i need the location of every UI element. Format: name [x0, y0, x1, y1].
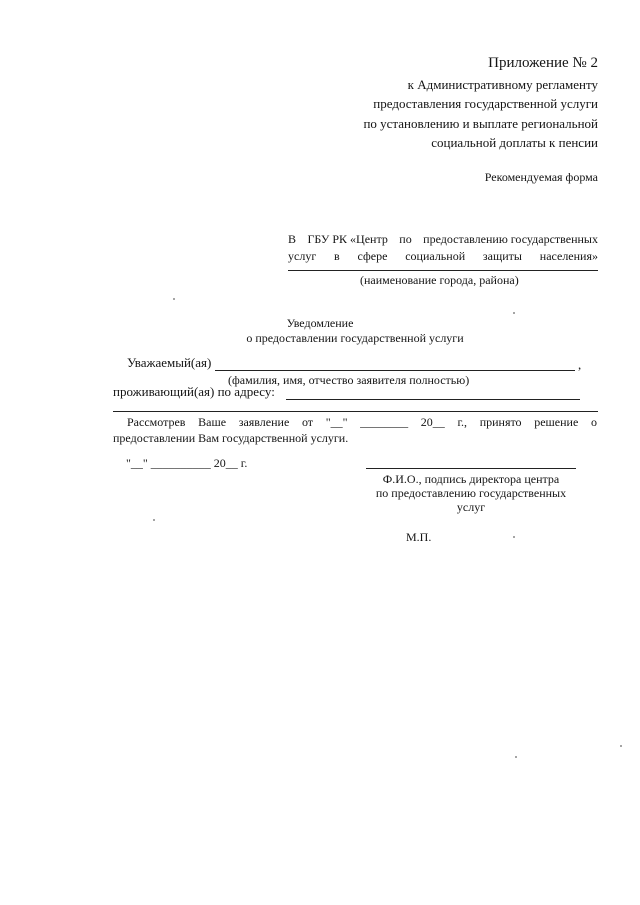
- decision-word: ________: [360, 415, 409, 429]
- appendix-line-2: к Административному регламенту: [407, 77, 598, 92]
- scan-speck: [513, 312, 515, 314]
- addressee-underline: [288, 270, 598, 271]
- signature-line: [366, 468, 576, 469]
- signature-caption-3: услуг: [456, 500, 486, 514]
- address-label: проживающий(ая) по адресу:: [113, 384, 275, 399]
- address-line-2: [113, 411, 598, 412]
- stamp-placeholder: М.П.: [406, 530, 432, 544]
- decision-word: Рассмотрев: [127, 415, 186, 429]
- form-type-label: Рекомендуемая форма: [484, 170, 598, 184]
- addressee-caption: (наименование города, района): [360, 273, 519, 287]
- decision-line-1: [127, 415, 597, 430]
- name-caption: (фамилия, имя, отчество заявителя полностью): [228, 373, 470, 387]
- signature-date: "__" __________ 20__ г.: [126, 456, 248, 470]
- scan-speck: [153, 519, 155, 521]
- dear-label: Уважаемый(ая): [127, 355, 212, 370]
- decision-word: решение: [534, 415, 579, 429]
- decision-word: от: [301, 415, 314, 429]
- scan-speck: [515, 756, 517, 758]
- decision-line-2: предоставлении Вам государственной услуги.: [113, 431, 349, 445]
- scan-speck: [513, 536, 515, 538]
- addressee-line-2: [288, 249, 598, 264]
- addressee-word: В: [288, 232, 297, 246]
- addressee-word: услуг: [288, 249, 317, 263]
- decision-word: "__": [325, 415, 348, 429]
- decision-word: принято: [479, 415, 522, 429]
- scan-speck: [173, 298, 175, 300]
- addressee-word: сфере: [357, 249, 388, 263]
- dear-comma: ,: [578, 357, 582, 372]
- notice-subtitle: о предоставлении государственной услуги: [246, 331, 464, 345]
- addressee-word: по: [399, 232, 412, 246]
- notice-title: Уведомление: [286, 316, 354, 330]
- decision-word: о: [590, 415, 597, 429]
- addressee-word: в: [334, 249, 340, 263]
- decision-word: 20__: [420, 415, 445, 429]
- signature-caption-2: по предоставлению государственных: [375, 486, 567, 500]
- addressee-word: защиты: [482, 249, 522, 263]
- decision-word: Ваше: [198, 415, 227, 429]
- scan-speck: [620, 745, 622, 747]
- addressee-word: социальной: [405, 249, 466, 263]
- decision-word: г.,: [457, 415, 468, 429]
- appendix-line-4: по установлению и выплате региональной: [363, 116, 598, 131]
- addressee-word: населения»: [539, 249, 598, 263]
- appendix-line-5: социальной доплаты к пенсии: [431, 135, 598, 150]
- appendix-number: Приложение № 2: [488, 55, 598, 71]
- signature-caption-1: Ф.И.О., подпись директора центра: [382, 472, 560, 486]
- addressee-word: предоставлению государственных: [423, 232, 598, 246]
- addressee-line-1: [288, 232, 598, 247]
- decision-word: заявление: [238, 415, 290, 429]
- address-line-1: [286, 399, 580, 400]
- appendix-line-3: предоставления государственной услуги: [373, 96, 598, 111]
- applicant-name-line: [215, 370, 575, 371]
- addressee-word: ГБУ РК «Центр: [307, 232, 388, 246]
